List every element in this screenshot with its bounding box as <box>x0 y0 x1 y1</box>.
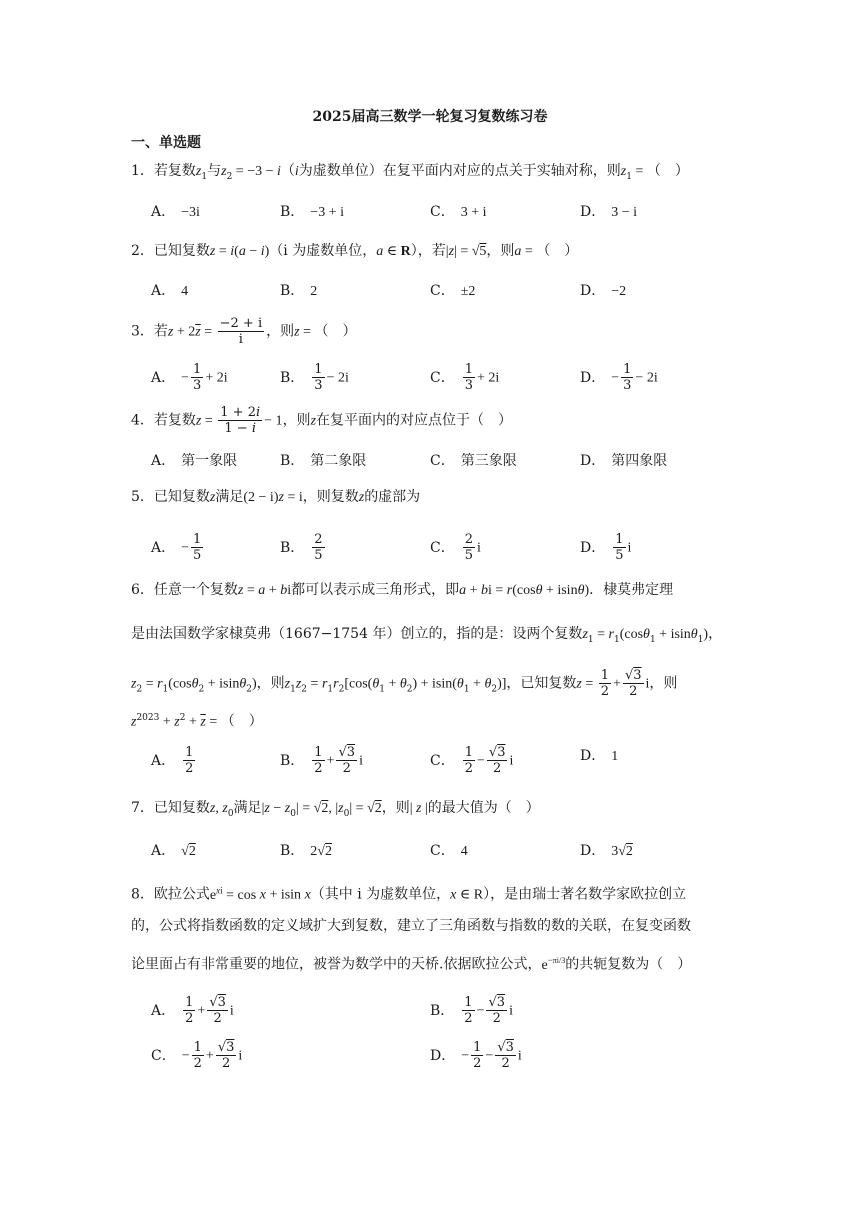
option-d[interactable]: D． 1 <box>580 748 619 764</box>
question-5-options <box>151 532 711 563</box>
question-1-options <box>151 201 711 225</box>
option-b[interactable]: B． $\frac{1}{3}$ − 2i <box>280 362 349 393</box>
question-8-line-2: 的，公式将指数函数的定义域扩大到复数，建立了三角函数与指数的数的关联，在复变函数 <box>131 918 691 934</box>
question-8-options-row-2 <box>151 1040 711 1071</box>
option-b[interactable]: B． 第二象限 <box>280 453 367 469</box>
option-a[interactable]: A． √2 <box>151 843 196 859</box>
option-c[interactable]: C． $\frac{1}{2}$ − $\frac{√3}{2}$ i <box>430 745 514 776</box>
option-c[interactable]: C． $\frac{1}{3}$ + 2i <box>430 362 500 393</box>
question-6-line-4: $z^{2023} + z^2 + \overline{z}$ = （ ） <box>131 713 263 730</box>
option-a[interactable]: A． 4 <box>151 283 189 299</box>
question-8-options-row-1 <box>151 995 711 1026</box>
question-3-options <box>151 362 711 393</box>
question-6-line-3: $z_2 = r_1(\cos\theta_2 + isin\theta_2)$，则$z_1z_2 = r_1r_2[\cos(\theta_1 + \theta_2) + isin(\theta_1 + \theta_2)]$，已知复数z = $\frac{1}{2}$ + $\frac{√3}{2}$ i，则 <box>131 668 678 699</box>
option-c[interactable]: C． 第三象限 <box>430 453 517 469</box>
option-b[interactable]: B． −3 + i <box>280 204 344 220</box>
section-heading: 一、单选题 <box>131 135 201 151</box>
question-7-options <box>151 840 711 864</box>
option-d[interactable]: D． $\frac{1}{5}$ i <box>580 532 632 563</box>
option-c[interactable]: C． 3 + i <box>430 204 487 220</box>
option-a[interactable]: A． −3i <box>151 204 200 220</box>
option-d[interactable]: D． 第四象限 <box>580 453 668 469</box>
option-b[interactable]: B． $\frac{1}{2}$ − $\frac{√3}{2}$ i <box>430 995 513 1026</box>
option-a[interactable]: A． − $\frac{1}{3}$ + 2i <box>151 362 228 393</box>
option-b[interactable]: B． $\frac{2}{5}$ <box>280 532 323 563</box>
option-b[interactable]: B． 2 <box>280 283 318 299</box>
option-d[interactable]: D． 3√2 <box>580 843 633 859</box>
option-d[interactable]: D． − $\frac{1}{2}$ − $\frac{√3}{2}$ i <box>430 1040 522 1071</box>
option-a[interactable]: A． $\frac{1}{2}$ + $\frac{√3}{2}$ i <box>151 995 234 1026</box>
option-c[interactable]: C． 4 <box>430 843 468 859</box>
question-2: 2．已知复数z = i(a − i)（i 为虚数单位，a ∈ R），若|z| = √5，则a = （ ） <box>131 243 579 259</box>
question-7: 7．已知复数z, $z_0$满足$|z - z_0| = √2$, $|z_0| = √2$，则| z |的最大值为（ ） <box>131 800 540 819</box>
option-c[interactable]: C． ±2 <box>430 283 476 299</box>
question-3: 3．若$z + 2\overline{z}$ = $\frac{-2 + i}{i}$ ，则z = （ ） <box>131 316 357 347</box>
question-6-line-1: 6．任意一个复数z = a + bi都可以表示成三角形式，即a + bi = r(cosθ + isinθ)．棣莫弗定理 <box>131 582 674 598</box>
question-8-line-1: 8．欧拉公式$e^{xi} = \cos x + isin$ x（其中 i 为虚数单位，x ∈ R），是由瑞士著名数学家欧拉创立 <box>131 885 687 903</box>
question-4-options <box>151 450 711 474</box>
option-d[interactable]: D． −2 <box>580 283 627 299</box>
question-2-options <box>151 280 711 304</box>
option-c[interactable]: C． − $\frac{1}{2}$ + $\frac{√3}{2}$ i <box>151 1040 243 1071</box>
option-a[interactable]: A． $\frac{1}{2}$ <box>151 745 194 776</box>
option-b[interactable]: B． $\frac{1}{2}$ + $\frac{√3}{2}$ i <box>280 745 363 776</box>
question-4: 4．若复数z = $\frac{1 + 2i}{1 - i}$ − 1，则z在复平面内的对应点位于（ ） <box>131 405 513 436</box>
option-a[interactable]: A． 第一象限 <box>151 453 238 469</box>
question-5: 5．已知复数z满足(2 − i)z = i，则复数z的虚部为 <box>131 489 421 505</box>
page-title: 2025届高三数学一轮复习复数练习卷 <box>312 109 548 125</box>
question-6-line-2: 是由法国数学家棣莫弗（1667−1754 年）创立的，指的是：设两个复数$z_1 = r_1(\cos\theta_1 + isin\theta_1)$， <box>131 626 723 645</box>
option-b[interactable]: B． 2√2 <box>280 843 332 859</box>
option-c[interactable]: C． $\frac{2}{5}$ i <box>430 532 481 563</box>
option-a[interactable]: A． − $\frac{1}{5}$ <box>151 532 202 563</box>
question-1: 1．若复数$z_1$与$z_2 = -3 - i(i$为虚数单位）在复平面内对应的点关于实轴对称，则$z_1$ = （ ） <box>131 163 689 182</box>
option-d[interactable]: D． 3 − i <box>580 204 638 220</box>
question-6-options <box>151 745 711 776</box>
option-d[interactable]: D． − $\frac{1}{3}$ − 2i <box>580 362 658 393</box>
question-8-line-3: 论里面占有非常重要的地位，被誉为数学中的天桥.依据欧拉公式，$e^{-\pi i/3}$的共轭复数为（ ） <box>131 955 692 973</box>
